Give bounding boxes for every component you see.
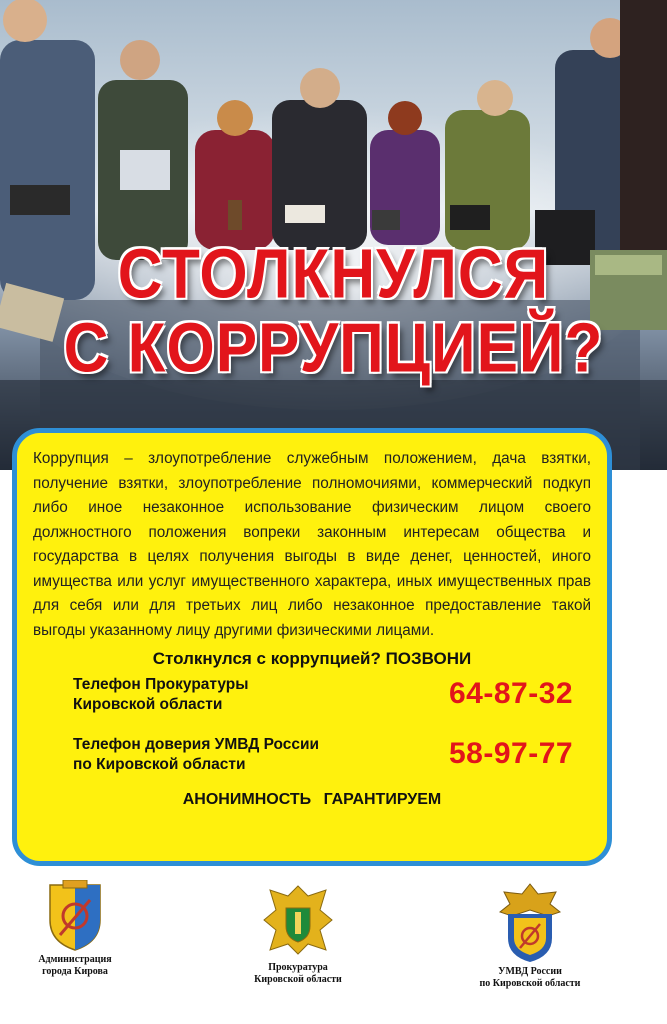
emblem-caption-line-1: Администрация [38,954,112,965]
phone-label-prosecutor [73,675,249,715]
info-panel [12,428,612,866]
phone-label-line-2: Кировской области [73,696,223,713]
phone-row-police [33,729,591,789]
prosecutor-office-emblem-icon [258,880,338,960]
phone-label-line-2: по Кировской области [73,756,246,773]
headline-line-2: С КОРРУПЦИЕЙ? [63,309,604,387]
phone-row-prosecutor [33,669,591,729]
headline-line-1: СТОЛКНУЛСЯ [117,235,550,314]
police-emblem-icon [494,880,566,964]
emblem-caption-line-1: УМВД России [498,966,562,977]
emblem-police [440,880,620,990]
emblem-caption [208,962,388,986]
corruption-definition: Коррупция – злоупотребление служебным положением, дача взятки, получение взятки, злоупотребление полномочиями, коммерческий подкуп либо иное незаконное использование физическим лицом своего должностного положения вопреки законным интересам общества и государства в целях получения выгоды в виде денег, ценностей, иного имущества или услуг имущественного характера, иных имущественных прав для себя или для третьих лиц либо незаконное предоставление такой выгоды указанному лицу другими физическими лицами. [33,450,591,639]
emblem-caption [0,954,165,978]
phone-label-police [73,735,319,775]
emblem-caption [440,966,620,990]
phone-number-police[interactable]: 58-97-77 [449,737,574,770]
phone-label-line-1: Телефон доверия УМВД России [73,736,320,753]
emblem-caption-line-1: Прокуратура [268,962,328,973]
phone-label-line-1: Телефон Прокуратуры [73,676,249,693]
call-to-action: Столкнулся с коррупцией? ПОЗВОНИ [152,649,472,668]
kirov-city-coat-of-arms-icon [45,880,105,952]
emblem-caption-line-2: по Кировской области [479,978,581,989]
anonymity-guarantee: АНОНИМНОСТЬ ГАРАНТИРУЕМ [182,791,442,808]
headline [0,235,667,387]
phone-number-prosecutor[interactable]: 64-87-32 [449,677,574,710]
emblem-city-administration [0,880,165,978]
emblem-prosecutor-office [208,880,388,986]
emblem-caption-line-2: Кировской области [254,974,342,985]
emblem-caption-line-2: города Кирова [42,966,108,977]
